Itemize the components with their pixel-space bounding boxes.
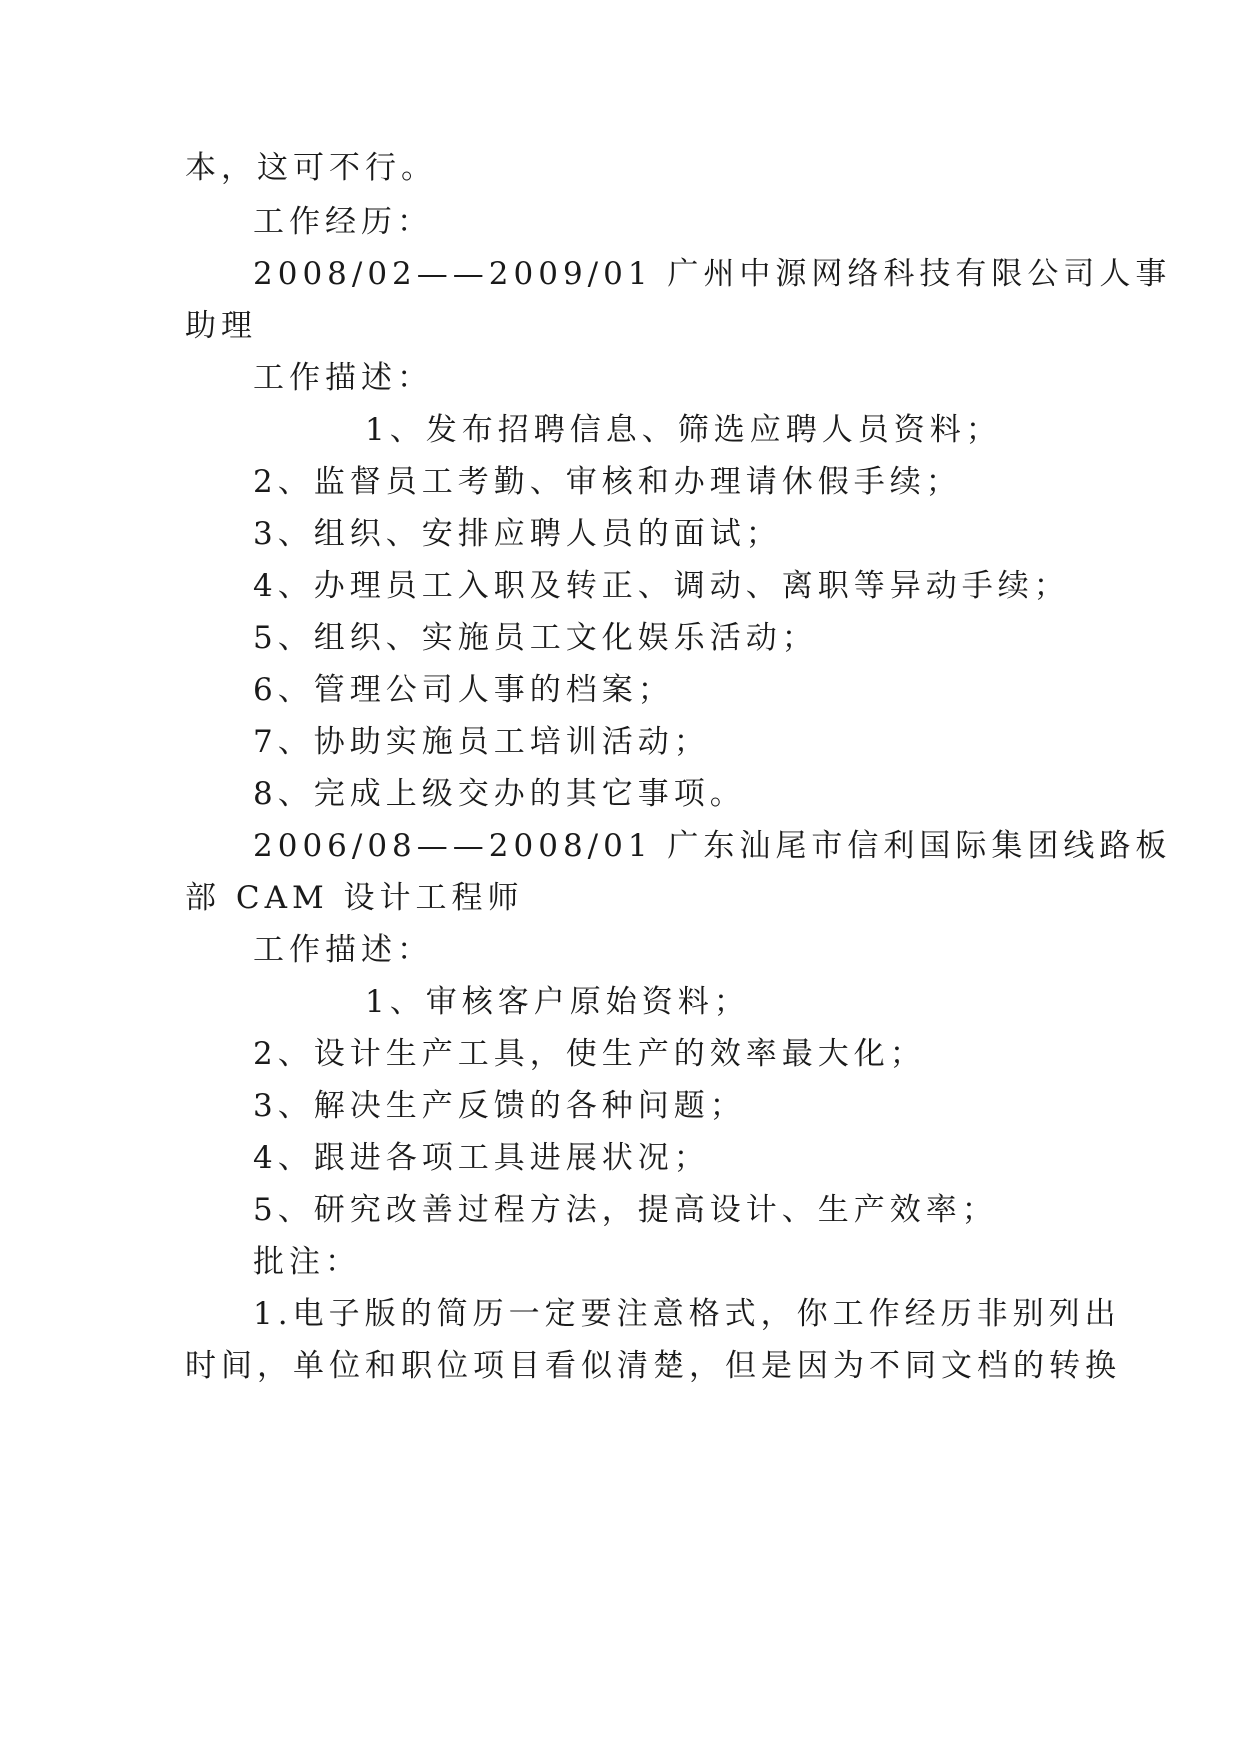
job-entry-line: 2008/02——2009/01 广州中源网络科技有限公司人事: [253, 256, 1172, 292]
section-heading: 工作描述：: [253, 360, 433, 396]
job-entry-line: 2006/08——2008/01 广东汕尾市信利国际集团线路板: [253, 828, 1172, 864]
section-heading: 工作经历：: [253, 204, 433, 240]
annotation-line: 时间，单位和职位项目看似清楚，但是因为不同文档的转换: [185, 1348, 1121, 1384]
list-item: 5、组织、实施员工文化娱乐活动；: [253, 620, 818, 656]
list-item: 6、管理公司人事的档案；: [253, 672, 674, 708]
list-item: 8、完成上级交办的其它事项。: [253, 776, 746, 812]
job-entry-line: 部 CAM 设计工程师: [185, 880, 524, 916]
list-item: 2、监督员工考勤、审核和办理请休假手续；: [253, 464, 962, 500]
list-item: 1、审核客户原始资料；: [365, 984, 750, 1020]
list-item: 4、办理员工入职及转正、调动、离职等异动手续；: [253, 568, 1070, 604]
section-heading: 批注：: [253, 1244, 361, 1280]
list-item: 3、组织、安排应聘人员的面试；: [253, 516, 782, 552]
job-entry-line: 助理: [185, 308, 257, 344]
list-item: 4、跟进各项工具进展状况；: [253, 1140, 710, 1176]
annotation-line: 1.电子版的简历一定要注意格式，你工作经历非别列出: [253, 1296, 1121, 1332]
list-item: 2、设计生产工具，使生产的效率最大化；: [253, 1036, 926, 1072]
text-line: 本，这可不行。: [185, 150, 437, 186]
list-item: 3、解决生产反馈的各种问题；: [253, 1088, 746, 1124]
list-item: 5、研究改善过程方法，提高设计、生产效率；: [253, 1192, 998, 1228]
section-heading: 工作描述：: [253, 932, 433, 968]
list-item: 1、发布招聘信息、筛选应聘人员资料；: [365, 412, 1002, 448]
list-item: 7、协助实施员工培训活动；: [253, 724, 710, 760]
